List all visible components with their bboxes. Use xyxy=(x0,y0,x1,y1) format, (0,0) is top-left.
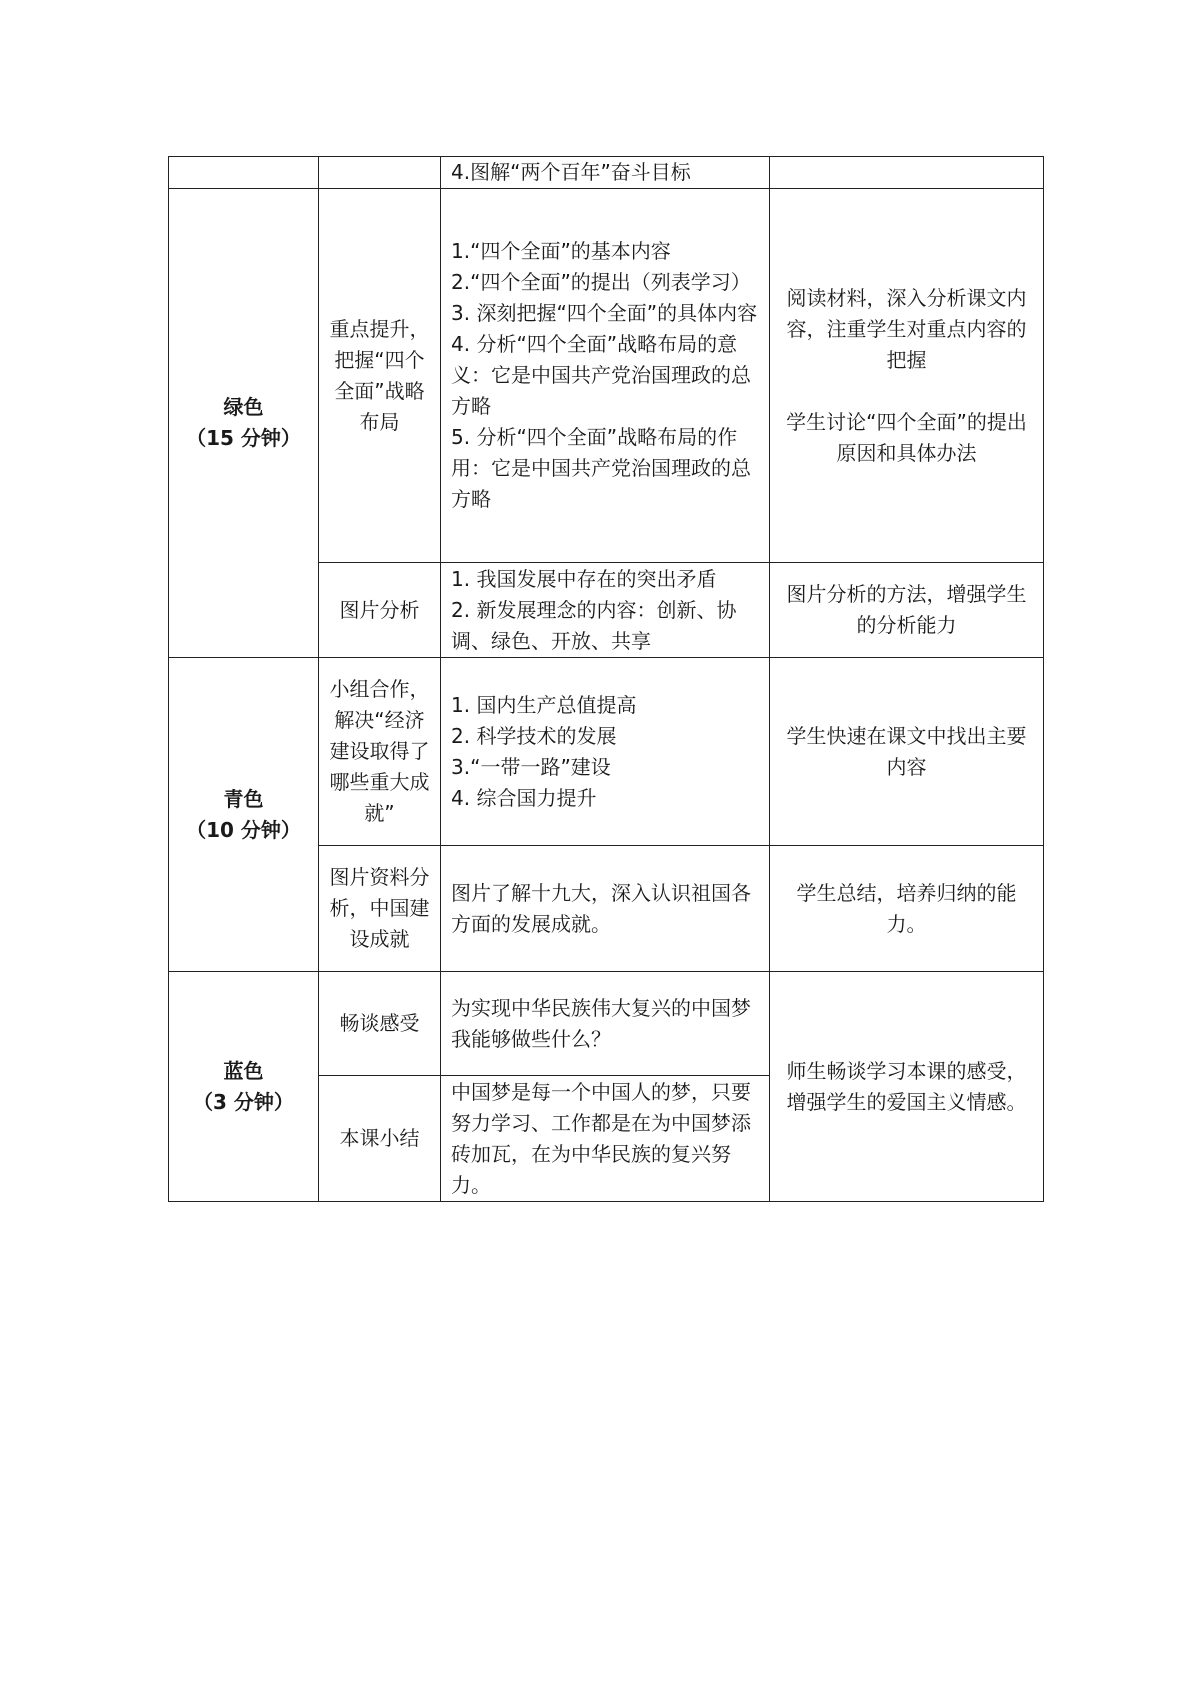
activity-cell xyxy=(770,563,1044,658)
sub-stage-cell xyxy=(319,658,441,846)
activity-text: 阅读材料，深入分析课文内容，注重学生对重点内容的把握 xyxy=(786,285,1027,372)
table-row xyxy=(169,972,1044,1076)
content-line: 1. 我国发展中存在的突出矛盾 xyxy=(451,566,717,591)
table-row xyxy=(169,157,1044,189)
activity-text: 学生讨论“四个全面”的提出原因和具体办法 xyxy=(786,409,1027,465)
content-cell xyxy=(441,157,770,189)
activity-cell xyxy=(770,846,1044,972)
sub-stage-label: 小组合作，解决“经济建设取得了哪些重大成就” xyxy=(329,677,430,825)
content-cell xyxy=(441,846,770,972)
activity-cell xyxy=(770,189,1044,563)
content-line: 3. 深刻把握“四个全面”的具体内容 xyxy=(451,301,758,325)
content-cell xyxy=(441,658,770,846)
stage-cell-cyan xyxy=(169,658,319,972)
sub-stage-label: 图片分析 xyxy=(339,597,420,622)
content-line: 4. 分析“四个全面”战略布局的意义：它是中国共产党治国理政的总方略 xyxy=(451,332,751,418)
content-line: 图片了解十九大，深入认识祖国各方面的发展成就。 xyxy=(451,880,751,936)
content-line: 5. 分析“四个全面”战略布局的作用：它是中国共产党治国理政的总方略 xyxy=(451,425,751,511)
content-line: 2. 新发展理念的内容：创新、协调、绿色、开放、共享 xyxy=(451,597,737,653)
sub-stage-label: 畅谈感受 xyxy=(339,1011,420,1035)
sub-stage-label: 重点提升，把握“四个全面”战略布局 xyxy=(329,316,430,434)
activity-text: 学生快速在课文中找出主要内容 xyxy=(786,723,1027,779)
stage-name: 青色 xyxy=(223,786,264,811)
content-line: 2. 科学技术的发展 xyxy=(451,723,617,748)
content-line: 2.“四个全面”的提出（列表学习） xyxy=(451,270,751,294)
stage-name: 绿色 xyxy=(223,395,264,419)
stage-cell-empty xyxy=(169,157,319,189)
table-row xyxy=(169,189,1044,563)
stage-time: （3 分钟） xyxy=(193,1089,294,1114)
sub-stage-label: 本课小结 xyxy=(339,1126,420,1150)
sub-stage-cell xyxy=(319,1076,441,1202)
sub-stage-cell-empty xyxy=(319,157,441,189)
content-cell xyxy=(441,189,770,563)
activity-cell-empty xyxy=(770,157,1044,189)
content-line: 4. 综合国力提升 xyxy=(451,785,597,810)
stage-time: （15 分钟） xyxy=(186,426,301,450)
content-cell xyxy=(441,972,770,1076)
content-line: 1.“四个全面”的基本内容 xyxy=(451,239,671,263)
stage-cell-green xyxy=(169,189,319,658)
lesson-plan-table xyxy=(168,156,1044,1202)
sub-stage-cell xyxy=(319,972,441,1076)
content-line: 为实现中华民族伟大复兴的中国梦我能够做些什么？ xyxy=(451,995,751,1051)
sub-stage-cell xyxy=(319,189,441,563)
activity-cell xyxy=(770,972,1044,1202)
sub-stage-cell xyxy=(319,563,441,658)
activity-text: 图片分析的方法，增强学生的分析能力 xyxy=(786,582,1027,637)
content-cell xyxy=(441,1076,770,1202)
content-line: 3.“一带一路”建设 xyxy=(451,754,611,779)
content-line: 4.图解“两个百年”奋斗目标 xyxy=(451,160,691,184)
stage-time: （10 分钟） xyxy=(186,817,301,842)
sub-stage-cell xyxy=(319,846,441,972)
stage-cell-blue xyxy=(169,972,319,1202)
content-line: 1. 国内生产总值提高 xyxy=(451,692,637,717)
content-cell xyxy=(441,563,770,658)
activity-cell xyxy=(770,658,1044,846)
activity-text: 师生畅谈学习本课的感受，增强学生的爱国主义情感。 xyxy=(786,1058,1027,1114)
stage-name: 蓝色 xyxy=(223,1058,264,1083)
sub-stage-label: 图片资料分析，中国建设成就 xyxy=(329,865,430,951)
table-row xyxy=(169,658,1044,846)
content-line: 中国梦是每一个中国人的梦，只要努力学习、工作都是在为中国梦添砖加瓦，在为中华民族的复兴努力。 xyxy=(451,1079,751,1197)
activity-text: 学生总结，培养归纳的能力。 xyxy=(796,880,1017,936)
